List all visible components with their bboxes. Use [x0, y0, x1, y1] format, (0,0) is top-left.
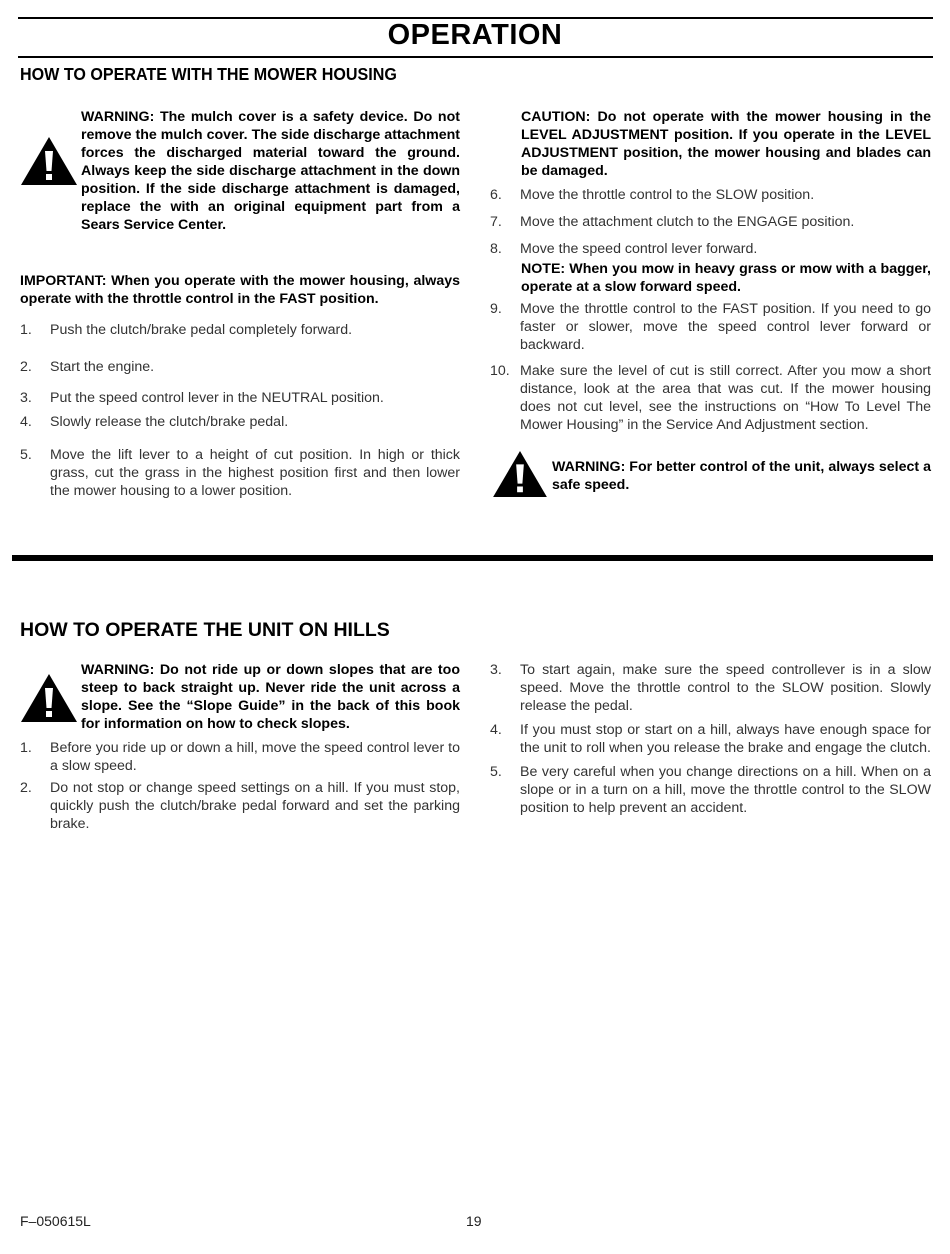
page-title: OPERATION	[387, 19, 563, 51]
housing-right-column	[490, 108, 931, 508]
list-item: 5. Move the lift lever to a height of cut position. In high or thick grass, cut the grass in the highest position first and then lower the mower housing to a lower position.	[20, 447, 460, 499]
hills-right-column	[490, 661, 931, 817]
page-number: 19	[466, 1213, 482, 1229]
hills-warning-text: WARNING: Do not ride up or down slopes that are too steep to back straight up. Never ride the unit across a slope. See the “Slope Guide” in the back of this book for information on how to check slopes.	[81, 662, 460, 732]
warning-triangle-icon	[20, 673, 78, 723]
list-item: 3. To start again, make sure the speed controllever is in a slow speed. Move the throttle control to the SLOW position. Slowly release the pedal.	[490, 662, 931, 714]
list-item: 1. Push the clutch/brake pedal completely forward.	[20, 322, 353, 338]
housing-left-column	[20, 108, 460, 500]
list-item: 9. Move the throttle control to the FAST position. If you need to go faster or slower, move the speed control lever forward or backward.	[490, 301, 931, 353]
housing-caution-text: CAUTION: Do not operate with the mower housing in the LEVEL ADJUSTMENT position. If you operate in the LEVEL ADJUSTMENT position, the mower housing and blades can be damaged.	[521, 109, 931, 179]
housing-warning-block	[20, 108, 460, 234]
list-item: 8. Move the speed control lever forward.	[490, 241, 758, 257]
footer-code: F–050615L	[20, 1213, 91, 1229]
list-item: 2. Do not stop or change speed settings on a hill. If you must stop, quickly push the clutch/brake pedal forward and set the parking brake.	[20, 780, 460, 832]
list-item: 1. Before you ride up or down a hill, move the speed control lever to a slow speed.	[20, 740, 460, 774]
list-item: 4. Slowly release the clutch/brake pedal.	[20, 414, 289, 430]
title-rule	[18, 56, 933, 58]
warning-triangle-icon	[20, 136, 78, 186]
housing-note-text: NOTE: When you mow in heavy grass or mow with a bagger, operate at a slow forward speed.	[521, 261, 931, 295]
section-heading-housing: HOW TO OPERATE WITH THE MOWER HOUSING	[20, 64, 397, 84]
housing-warning-text: WARNING: The mulch cover is a safety device. Do not remove the mulch cover. The side discharge attachment forces the discharged material toward the ground. Always keep the side discharge attachment in the down position. If the side discharge attachment is damaged, replace the with an original equipment part from a Sears Service Center.	[81, 109, 460, 233]
list-item: 7. Move the attachment clutch to the ENGAGE position.	[490, 214, 855, 230]
hills-left-column	[20, 661, 460, 833]
section-heading-hills: HOW TO OPERATE THE UNIT ON HILLS	[20, 619, 390, 641]
list-item: 6. Move the throttle control to the SLOW position.	[490, 187, 815, 203]
housing-warning2-text: WARNING: For better control of the unit, always select a safe speed.	[552, 459, 931, 493]
section-divider	[12, 555, 933, 561]
housing-warning2-block	[490, 458, 931, 508]
list-item: 2. Start the engine.	[20, 359, 155, 375]
hills-warning-block	[20, 661, 460, 733]
list-item: 3. Put the speed control lever in the NEUTRAL position.	[20, 390, 384, 406]
list-item: 10. Make sure the level of cut is still correct. After you mow a short distance, look at the area that was cut. If the mower housing does not cut level, see the instructions on “How To Level The Mower Housing” in the Service And Adjustment section.	[490, 363, 931, 433]
list-item: 4. If you must stop or start on a hill, always have enough space for the unit to roll when you release the brake and engage the clutch.	[490, 722, 931, 756]
warning-triangle-icon	[492, 450, 548, 498]
list-item: 5. Be very careful when you change directions on a hill. When on a slope or in a turn on a hill, move the throttle control to the SLOW position to help prevent an accident.	[490, 764, 931, 816]
housing-important-text: IMPORTANT: When you operate with the mower housing, always operate with the throttle control in the FAST position.	[20, 273, 460, 307]
